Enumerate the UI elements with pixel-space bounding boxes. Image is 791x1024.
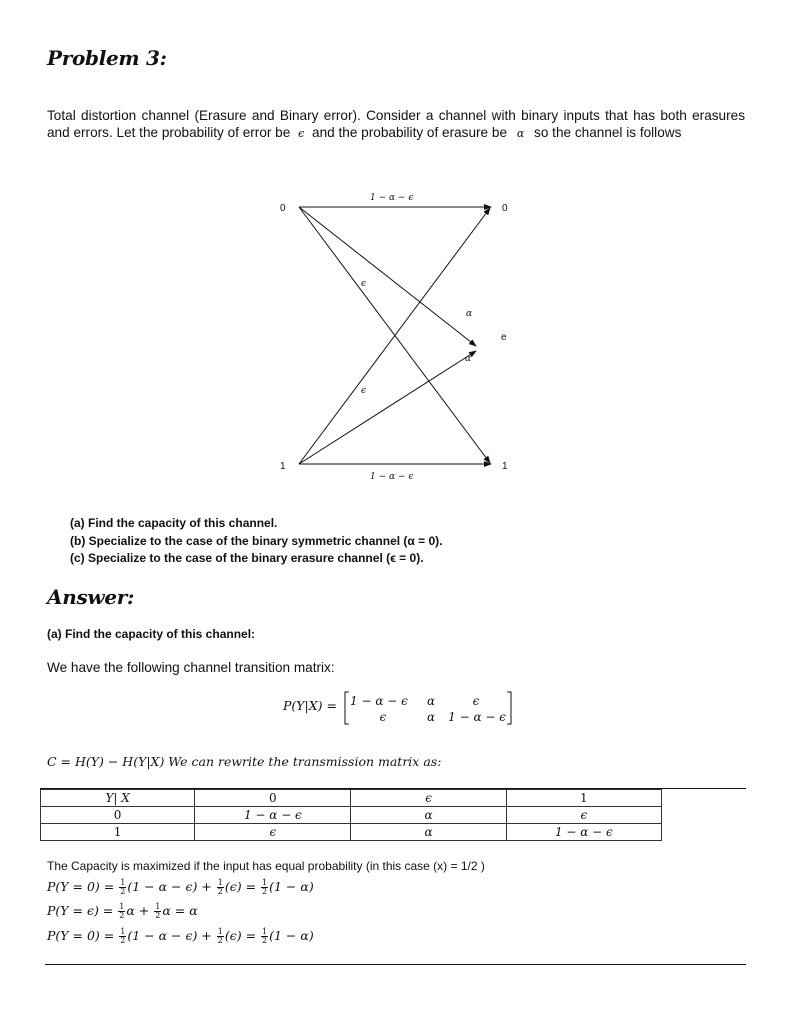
eq3-lhs: P(Y = 0) =	[47, 928, 115, 943]
equation-py0-repeat	[47, 924, 314, 948]
output-label-0: 0	[502, 203, 508, 214]
transition-matrix	[350, 694, 506, 726]
table-cell: ϵ	[195, 824, 351, 841]
table-cell: 1 − α − ϵ	[195, 807, 351, 824]
matrix-cell: ϵ	[379, 710, 387, 724]
eq1-c: (1 − α)	[269, 879, 314, 894]
answer-heading: Answer:	[47, 585, 135, 609]
eq3-a: (1 − α − ϵ) +	[127, 928, 212, 943]
edge-label-cross-up: ϵ	[361, 386, 367, 396]
edge-1-to-0	[299, 208, 490, 464]
edge-label-erase-bottom: α	[465, 354, 472, 364]
input-label-0: 0	[280, 203, 286, 214]
half-fraction: $\frac{1}{2}$	[217, 927, 223, 945]
output-label-1: 1	[502, 461, 508, 472]
part-c: (c) Specialize to the case of the binary erasure channel (ϵ = 0).	[70, 551, 424, 565]
intro-text-1: Total distortion channel (Erasure and Binary error). Consider a channel with binary inputs that has both erasures and errors. Let the probability of error be	[47, 108, 745, 140]
half-fraction: $\frac{1}{2}$	[120, 878, 126, 896]
intro-alpha: α	[516, 126, 525, 140]
part-b: (b) Specialize to the case of the binary symmetric channel (α = 0).	[70, 533, 443, 548]
eq1-a: (1 − α − ϵ) +	[127, 879, 212, 894]
matrix-intro: We have the following channel transition matrix:	[47, 660, 335, 675]
capacity-line: C = H(Y) − H(Y|X) We can rewrite the transmission matrix as:	[47, 754, 442, 769]
half-fraction: $\frac{1}{2}$	[120, 927, 126, 945]
eq3-c: (1 − α)	[269, 928, 314, 943]
input-label-1: 1	[280, 461, 286, 472]
edge-label-top: 1 − α − ϵ	[370, 193, 414, 203]
matrix-lhs: P(Y|X) =	[283, 698, 337, 713]
eq2-lhs: P(Y = ϵ) =	[47, 903, 114, 918]
edge-label-bottom: 1 − α − ϵ	[370, 472, 414, 482]
problem-intro	[47, 108, 745, 142]
eq3-b: (ϵ) =	[224, 928, 257, 943]
table-header-cell: ϵ	[351, 790, 506, 807]
eq2-b: α = α	[162, 903, 198, 918]
intro-text-3: so the channel is follows	[534, 124, 682, 140]
parts-list	[70, 515, 443, 568]
table-cell: 1 − α − ϵ	[506, 824, 661, 841]
half-fraction: $\frac{1}{2}$	[155, 902, 161, 920]
half-fraction: $\frac{1}{2}$	[262, 878, 268, 896]
matrix-cell: α	[426, 694, 436, 708]
half-fraction: $\frac{1}{2}$	[119, 902, 125, 920]
table-header-row	[41, 790, 662, 807]
table-row	[41, 824, 662, 841]
table-header-cell: 0	[195, 790, 351, 807]
table-cell: 0	[41, 807, 195, 824]
matrix-cell: ϵ	[472, 694, 480, 708]
edge-label-erase-top: α	[466, 309, 473, 319]
transmission-table	[40, 789, 662, 841]
matrix-row-1	[350, 710, 506, 726]
output-label-e: e	[501, 332, 507, 343]
table-cell: α	[351, 824, 506, 841]
matrix-row-0	[350, 694, 506, 710]
half-fraction: $\frac{1}{2}$	[262, 927, 268, 945]
matrix-cell: 1 − α − ϵ	[350, 694, 408, 708]
table-cell: ϵ	[506, 807, 661, 824]
table-cell: 1	[41, 824, 195, 841]
matrix-cell: 1 − α − ϵ	[448, 710, 506, 724]
matrix-cell: α	[426, 710, 436, 724]
answer-subheading-a: (a) Find the capacity of this channel:	[47, 627, 256, 641]
table-header-cell: 1	[506, 790, 661, 807]
table-row	[41, 807, 662, 824]
equation-pye	[47, 899, 198, 923]
eq1-b: (ϵ) =	[224, 879, 257, 894]
table-header-cell: Y| X	[41, 790, 195, 807]
eq1-lhs: P(Y = 0) =	[47, 879, 115, 894]
equation-py0	[47, 875, 314, 899]
intro-text-2: and the probability of erasure be	[312, 124, 508, 140]
table-cell: α	[351, 807, 506, 824]
channel-diagram	[270, 185, 520, 485]
intro-epsilon: ϵ	[298, 126, 305, 140]
half-fraction: $\frac{1}{2}$	[217, 878, 223, 896]
problem-heading: Problem 3:	[47, 46, 167, 70]
part-a: (a) Find the capacity of this channel.	[70, 516, 278, 530]
edge-label-cross-down: ϵ	[361, 279, 367, 289]
edge-1-to-e	[299, 351, 476, 464]
divider-bottom	[45, 964, 746, 965]
maximized-text: The Capacity is maximized if the input has equal probability (in this case (x) = 1/2 )	[47, 859, 485, 873]
eq2-a: α +	[126, 903, 150, 918]
